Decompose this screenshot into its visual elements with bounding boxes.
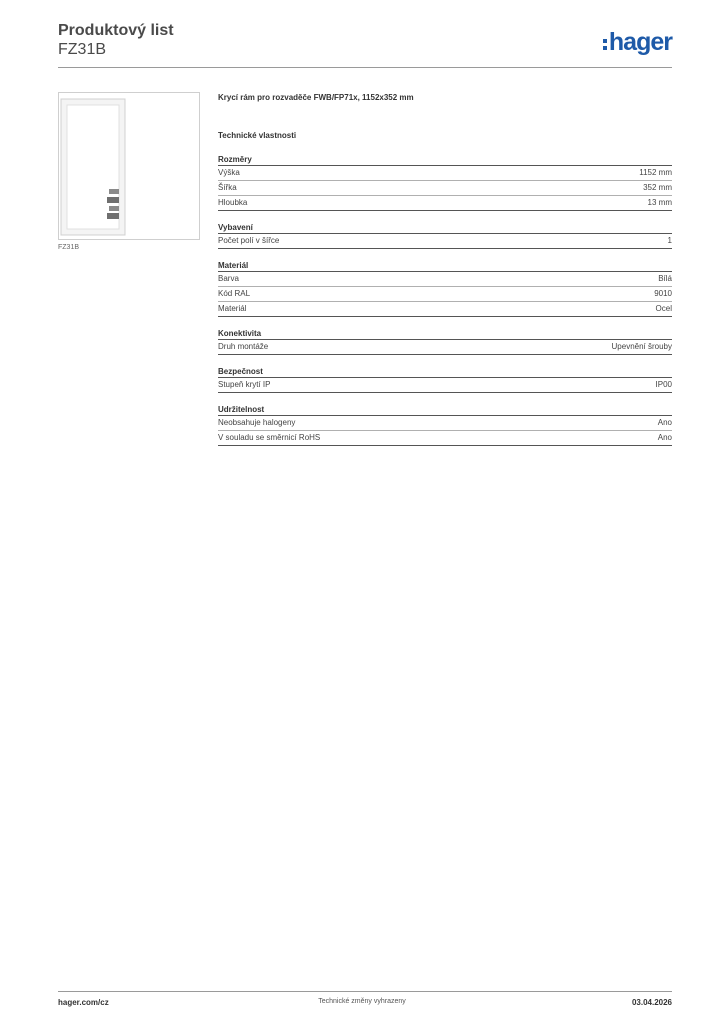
header-divider (58, 67, 672, 68)
property-label: Barva (218, 274, 239, 283)
property-value: 9010 (654, 289, 672, 298)
property-section (218, 404, 672, 446)
property-row (218, 196, 672, 211)
section-title: Materiál (218, 260, 672, 272)
product-image (58, 92, 200, 240)
property-label: Počet polí v šířce (218, 236, 280, 245)
cover-frame-product-image (59, 93, 199, 239)
property-section (218, 328, 672, 355)
product-code: FZ31B (58, 41, 107, 58)
property-row (218, 287, 672, 302)
image-caption: FZ31B (58, 244, 80, 251)
property-section (218, 260, 672, 317)
property-row (218, 166, 672, 181)
footer-date: 03.04.2026 (631, 998, 672, 1007)
property-row (218, 181, 672, 196)
property-label: V souladu se směrnicí RoHS (218, 433, 321, 442)
page-header (58, 22, 672, 70)
technical-properties-heading: Technické vlastnosti (218, 131, 297, 140)
property-value: 1152 mm (639, 168, 672, 177)
property-label: Neobsahuje halogeny (218, 418, 296, 427)
property-value: Ocel (655, 304, 672, 313)
section-title: Vybavení (218, 222, 672, 234)
property-section (218, 222, 672, 249)
product-details (218, 92, 672, 446)
property-value: 352 mm (643, 183, 672, 192)
section-title: Bezpečnost (218, 366, 672, 378)
property-label: Hloubka (218, 198, 248, 207)
property-value: Ano (657, 433, 672, 442)
property-label: Kód RAL (218, 289, 251, 298)
footer-website: hager.com/cz (58, 998, 109, 1007)
property-value: Ano (657, 418, 672, 427)
section-title: Rozměry (218, 154, 672, 166)
document-title: Produktový list (58, 22, 174, 39)
property-row (218, 340, 672, 355)
logo-colon-icon (603, 39, 607, 50)
section-title: Konektivita (218, 328, 672, 340)
property-label: Výška (218, 168, 240, 177)
property-sections (218, 154, 672, 446)
property-value: Upevnění šrouby (611, 342, 672, 351)
hager-logo (603, 30, 672, 55)
property-row (218, 378, 672, 393)
property-label: Materiál (218, 304, 247, 313)
section-title: Udržitelnost (218, 404, 672, 416)
property-label: Stupeň krytí IP (218, 380, 271, 389)
property-label: Druh montáže (218, 342, 269, 351)
property-value: 1 (667, 236, 672, 245)
property-row (218, 416, 672, 431)
property-row (218, 234, 672, 249)
footer-notice: Technické změny vyhrazeny (318, 998, 406, 1005)
property-row (218, 431, 672, 446)
property-row (218, 302, 672, 317)
product-description: Krycí rám pro rozvaděče FWB/FP71x, 1152x352 mm (218, 93, 414, 102)
footer-divider (58, 991, 672, 992)
property-value: 13 mm (647, 198, 672, 207)
property-section (218, 154, 672, 211)
property-label: Šířka (218, 183, 237, 192)
property-value: IP00 (655, 380, 672, 389)
property-section (218, 366, 672, 393)
property-value: Bílá (658, 274, 672, 283)
logo-text: hager (608, 28, 672, 56)
property-row (218, 272, 672, 287)
